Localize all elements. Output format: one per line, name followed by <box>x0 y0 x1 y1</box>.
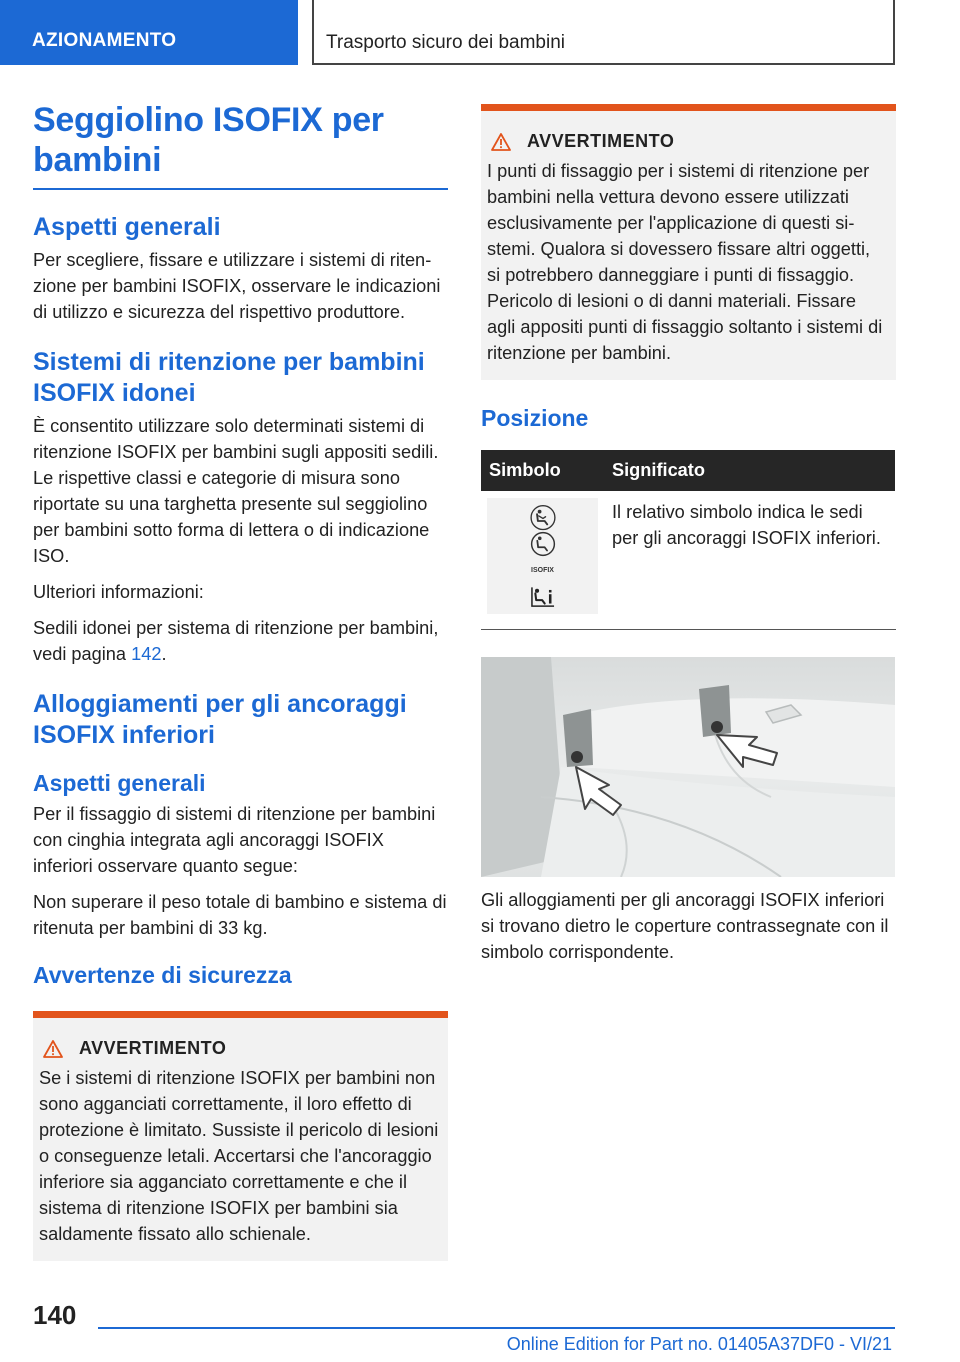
symbol-box <box>487 498 598 614</box>
warning-text: I punti di fissaggio per i sistemi di ritenzione per bambini nella vettura devono essere utilizzati esclusivamente per l'applicazione di questi sistemi. Qualora si dovessero fissare altri oggetti, si potrebbero danneggiare i punti di fissaggio. Pericolo di lesioni o di danni materiali. Fissare agli appositi punti di fissaggio soltanto i sistemi di ritenzione per bambini. <box>487 161 883 363</box>
table-header-cell: Significato <box>604 450 895 491</box>
paragraph <box>33 615 448 667</box>
header-divider <box>893 0 895 65</box>
subsection-heading: Posizione <box>481 405 589 431</box>
paragraph: È consentito utilizzare solo determinati sistemi di ritenzione ISOFIX per bambini sugli appositi sedili. Le rispettive classi e categorie di misura sono riportate su una targhetta presente sul seggiolino per bambini sotto forma di lettera o di indicazione ISO. <box>33 416 439 566</box>
child-seat-icon <box>530 531 556 557</box>
subsection-heading: Aspetti generali <box>33 770 206 796</box>
page-reference-link[interactable]: 142 <box>131 644 162 664</box>
section-heading: Aspetti generali <box>33 213 221 241</box>
warning-triangle-icon <box>491 133 511 151</box>
table-cell-meaning: Il relativo simbolo indica le sedi per gli ancoraggi ISOFIX inferiori. <box>612 502 881 548</box>
isofix-symbol <box>530 531 556 584</box>
paragraph: Non superare il peso totale di bambino e sistema di ritenuta per bambini di 33 kg. <box>33 892 447 938</box>
table-header-row <box>481 450 895 491</box>
table-header-cell: Simbolo <box>481 450 604 491</box>
paragraph-text: . <box>161 644 167 664</box>
paragraph: Per scegliere, fissare e utilizzare i sistemi di ritenzione per bambini ISOFIX, osservare le indicazioni di utilizzo e sicurezza del rispettivo produttore. <box>33 250 441 322</box>
warning-box <box>33 1011 448 1261</box>
page-number: 140 <box>33 1300 77 1330</box>
paragraph-text: Sedili idonei per sistema di ritenzione per bambini, vedi pagina <box>33 618 439 664</box>
right-column <box>481 104 896 965</box>
isofix-anchor-photo <box>481 657 895 877</box>
section-heading: Sistemi di ritenzione per bambini ISOFIX idonei <box>33 348 425 407</box>
separator <box>481 629 896 630</box>
warning-label: AVVERTIMENTO <box>79 1038 227 1058</box>
warning-box <box>481 104 896 380</box>
warning-label: AVVERTIMENTO <box>527 131 675 151</box>
warning-header <box>487 131 888 152</box>
header-underline <box>312 63 895 65</box>
header-chapter-title: Trasporto sicuro dei bambini <box>326 32 566 53</box>
isofix-label: ISOFIX <box>531 567 554 575</box>
child-seat-icon <box>527 504 559 531</box>
image-caption: Gli alloggiamenti per gli ancoraggi ISOFIX inferiori si trovano dietro le coperture contrassegnate con il simbolo corrispondente. <box>481 890 889 962</box>
header-section-tab: AZIONAMENTO <box>0 0 298 65</box>
section-heading: Alloggiamenti per gli ancoraggi ISOFIX inferiori <box>33 690 407 749</box>
footer-edition-text: Online Edition for Part no. 01405A37DF0 - VI/21 <box>506 1334 892 1354</box>
isofix-info-icon <box>528 584 558 608</box>
table-cell-symbol <box>481 491 604 621</box>
paragraph: Ulteriori informazioni: <box>33 582 204 602</box>
warning-header <box>39 1038 440 1059</box>
table-row <box>481 491 895 621</box>
header-divider <box>312 0 314 65</box>
warning-text: Se i sistemi di ritenzione ISOFIX per bambini non sono agganciati correttamente, il loro effetto di protezione è limitato. Sussiste il pericolo di lesioni o conseguenze letali. Accertarsi che l'ancoraggio inferiore sia agganciato correttamente e che il sistema di ritenzione ISOFIX per bambini sia saldamente fissato allo schienale. <box>39 1068 439 1244</box>
left-column <box>33 100 448 1261</box>
footer-line <box>98 1327 895 1329</box>
symbol-table <box>481 450 895 621</box>
paragraph: Per il fissaggio di sistemi di ritenzione per bambini con cinghia integrata agli ancoraggi ISOFIX inferiori osservare quanto segue: <box>33 804 436 876</box>
page-title: Seggiolino ISOFIX per bambini <box>33 100 448 190</box>
warning-triangle-icon <box>43 1040 63 1058</box>
subsection-heading: Avvertenze di sicurezza <box>33 962 292 988</box>
